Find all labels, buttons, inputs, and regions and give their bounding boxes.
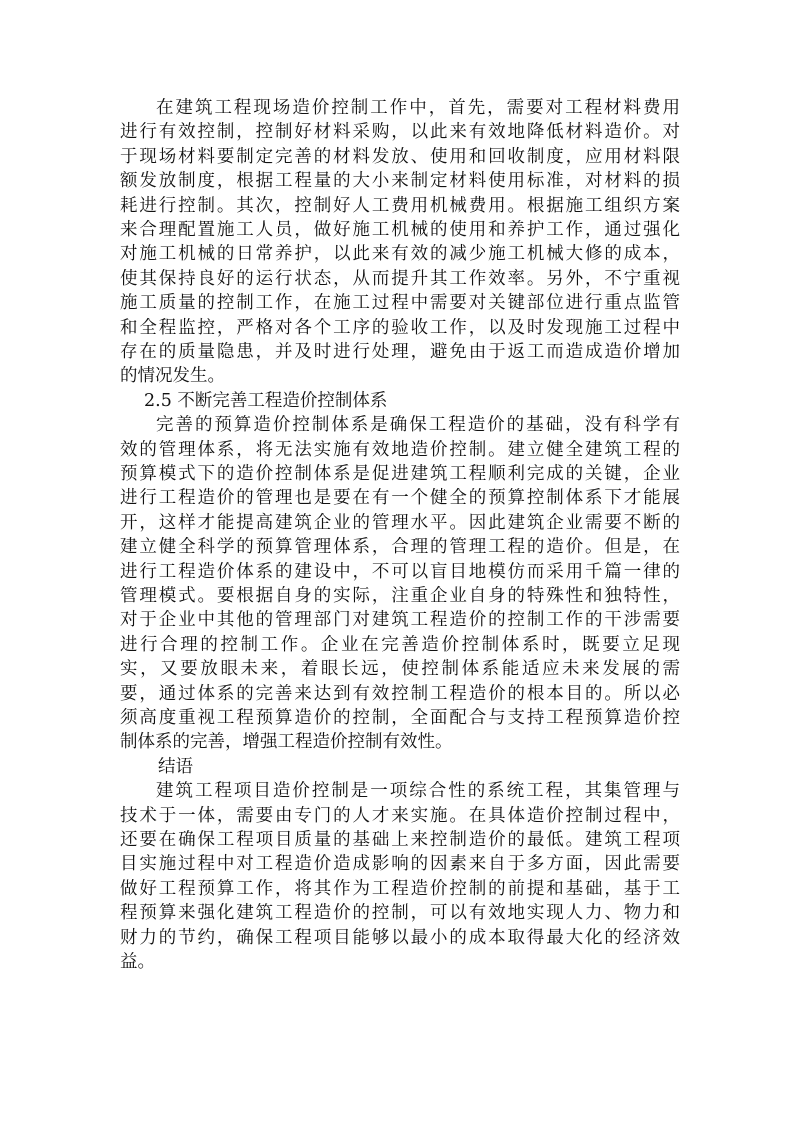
paragraph-line: 建筑工程项目造价控制是一项综合性的系统工程，其集管理与: [156, 781, 680, 802]
paragraph-line: 耗进行控制。其次，控制好人工费用机械费用。根据施工组织方案: [120, 195, 680, 216]
paragraph-line: 施工质量的控制工作，在施工过程中需要对关键部位进行重点监管: [120, 293, 680, 314]
paragraph-line: 额发放制度，根据工程量的大小来制定材料使用标准，对材料的损: [120, 171, 680, 192]
paragraph-line: 目实施过程中对工程造价造成影响的因素来自于多方面，因此需要: [120, 854, 680, 875]
paragraph-line: 预算模式下的造价控制体系是促进建筑工程顺利完成的关键，企业: [120, 464, 680, 484]
paragraph-line: 对施工机械的日常养护，以此来有效的减少施工机械大修的成本，: [120, 244, 680, 265]
paragraph-line: 开，这样才能提高建筑企业的管理水平。因此建筑企业需要不断的: [120, 512, 680, 533]
paragraph-line: 技术于一体，需要由专门的人才来实施。在具体造价控制过程中，: [120, 805, 680, 826]
paragraph-line: 完善的预算造价控制体系是确保工程造价的基础，没有科学有: [156, 415, 680, 436]
paragraph-line: 须高度重视工程预算造价的控制，全面配合与支持工程预算造价控: [120, 708, 680, 728]
paragraph-line: 效的管理体系，将无法实施有效地造价控制。建立健全建筑工程的: [120, 439, 680, 460]
paragraph-line: 使其保持良好的运行状态，从而提升其工作效率。另外，不宁重视: [120, 268, 680, 289]
paragraph-line: 财力的节约，确保工程项目能够以最小的成本取得最大化的经济效: [120, 927, 680, 948]
paragraph-line: 程预算来强化建筑工程造价的控制，可以有效地实现人力、物力和: [120, 903, 680, 924]
paragraph-line: 进行工程造价体系的建设中，不可以盲目地模仿而采用千篇一律的: [120, 561, 680, 582]
paragraph-line: 进行有效控制，控制好材料采购，以此来有效地降低材料造价。对: [120, 122, 680, 143]
paragraph-line: 对于企业中其他的管理部门对建筑工程造价的控制工作的干涉需要: [120, 610, 680, 631]
paragraph-line: 进行工程造价的管理也是要在有一个健全的预算控制体系下才能展: [120, 488, 680, 509]
paragraph-line: 管理模式。要根据自身的实际，注重企业自身的特殊性和独特性，: [120, 586, 680, 606]
paragraph-line: 做好工程预算工作，将其作为工程造价控制的前提和基础，基于工: [120, 878, 680, 899]
paragraph-line: 来合理配置施工人员，做好施工机械的使用和养护工作，通过强化: [120, 220, 680, 240]
conclusion-heading: 结语: [158, 756, 193, 777]
paragraph-line: 的情况发生。: [120, 366, 225, 387]
paragraph-line: 在建筑工程现场造价控制工作中，首先，需要对工程材料费用: [156, 98, 680, 118]
paragraph-line: 和全程监控，严格对各个工序的验收工作，以及时发现施工过程中: [120, 317, 680, 338]
paragraph-line: 存在的质量隐患，并及时进行处理，避免由于返工而造成造价增加: [120, 342, 680, 362]
paragraph-line: 于现场材料要制定完善的材料发放、使用和回收制度，应用材料限: [120, 146, 680, 167]
paragraph-line: 实，又要放眼未来，着眼长远，使控制体系能适应未来发展的需: [120, 659, 680, 680]
paragraph-line: 建立健全科学的预算管理体系，合理的管理工程的造价。但是，在: [120, 537, 680, 558]
paragraph-line: 益。: [120, 952, 155, 972]
paragraph-line: 要，通过体系的完善来达到有效控制工程造价的根本目的。所以必: [120, 683, 680, 704]
section-heading: 2.5 不断完善工程造价控制体系: [144, 390, 388, 411]
paragraph-line: 制体系的完善，增强工程造价控制有效性。: [120, 732, 453, 753]
paragraph-line: 还要在确保工程项目质量的基础上来控制造价的最低。建筑工程项: [120, 830, 680, 850]
paragraph-line: 进行合理的控制工作。企业在完善造价控制体系时，既要立足现: [120, 634, 680, 655]
